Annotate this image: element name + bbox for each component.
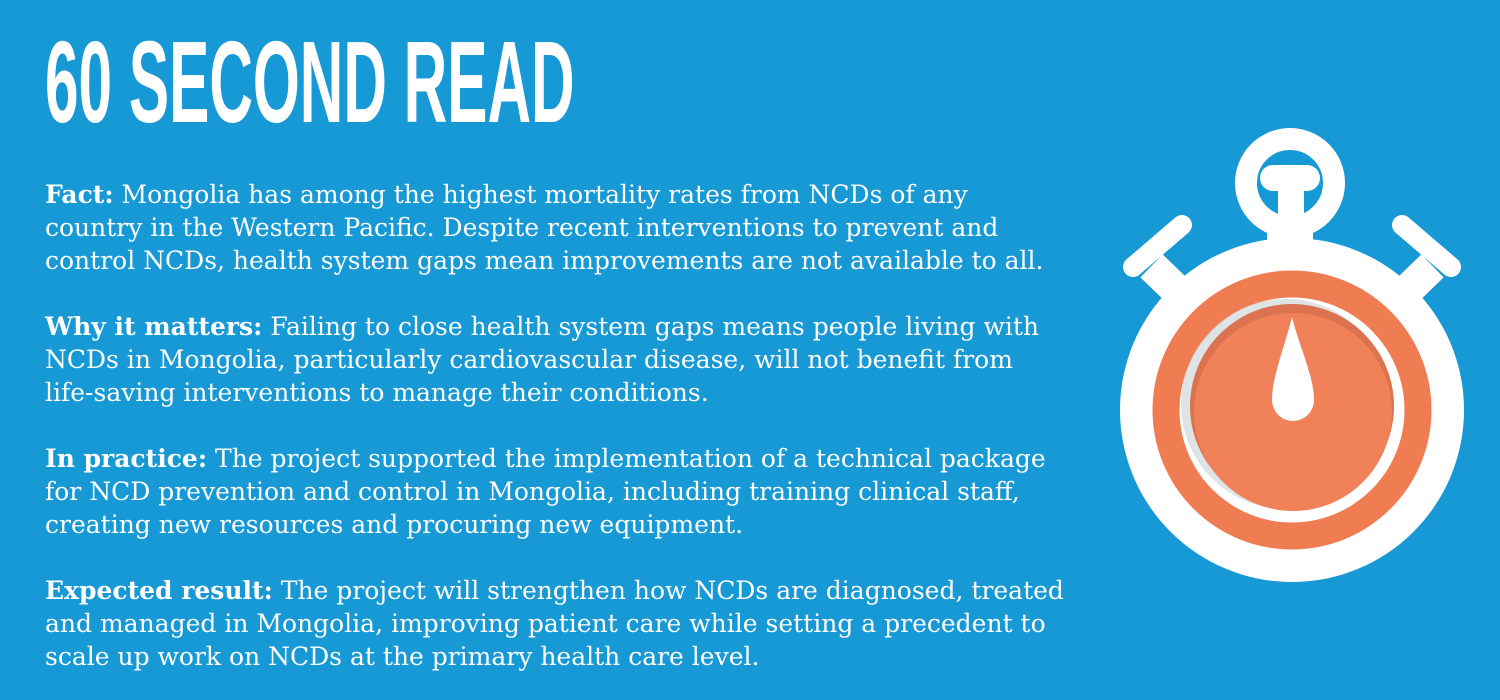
paragraph-line: creating new resources and procuring new equipment. (45, 510, 744, 539)
paragraph-text: Failing to close health system gaps means people living with (270, 312, 1040, 341)
paragraph-label: Expected result: (45, 576, 273, 605)
paragraph-line: and managed in Mongolia, improving patient care while setting a precedent to (45, 609, 1046, 638)
paragraph-fact (45, 178, 1125, 277)
paragraph-why-it-matters (45, 310, 1125, 409)
paragraph-line (45, 310, 1125, 343)
stopwatch-icon (1118, 118, 1466, 588)
page-title: 60 SECOND READ (45, 17, 575, 147)
paragraph-in-practice (45, 442, 1125, 541)
paragraph-line: life-saving interventions to manage their conditions. (45, 378, 709, 407)
paragraph-text: The project will strengthen how NCDs are diagnosed, treated (280, 576, 1064, 605)
paragraph-expected-result (45, 574, 1125, 673)
paragraph-text: The project supported the implementation of a technical package (215, 444, 1046, 473)
paragraph-label: In practice: (45, 444, 208, 473)
paragraph-line: for NCD prevention and control in Mongolia, including training clinical staff, (45, 477, 1020, 506)
paragraph-line: country in the Western Pacific. Despite recent interventions to prevent and (45, 213, 999, 242)
fact-sheet (45, 178, 1125, 700)
stopwatch-crown (1246, 139, 1334, 250)
paragraph-line: scale up work on NCDs at the primary health care level. (45, 642, 760, 671)
paragraph-label: Fact: (45, 180, 114, 209)
paragraph-line (45, 442, 1125, 475)
paragraph-label: Why it matters: (45, 312, 263, 341)
paragraph-line: control NCDs, health system gaps mean improvements are not available to all. (45, 246, 1044, 275)
paragraph-line (45, 574, 1125, 607)
paragraph-line: NCDs in Mongolia, particularly cardiovascular disease, will not benefit from (45, 345, 1013, 374)
paragraph-text: Mongolia has among the highest mortality rates from NCDs of any (121, 180, 968, 209)
paragraph-line (45, 178, 1125, 211)
